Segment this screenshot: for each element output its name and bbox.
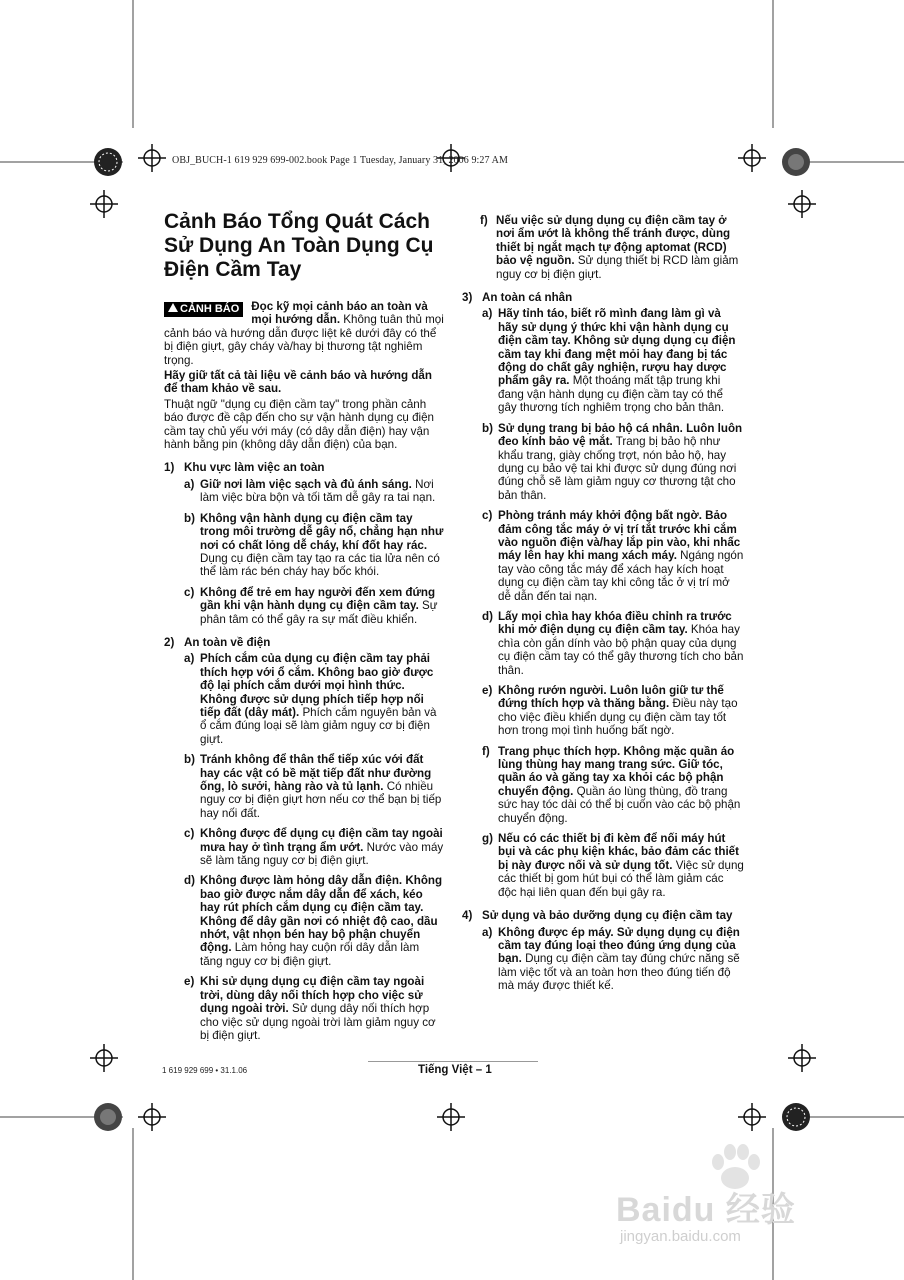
- list-item: f) Nếu việc sử dụng dụng cụ điện cầm tay ở nơi ẩm ướt là không thể tránh được, dùng thiết bị ngắt mạch tự động aptomat (RCD) bảo vệ nguồn. Sử dụng thiết bị RCD làm giảm nguy cơ bị điện giựt.: [480, 214, 739, 281]
- footer-rule: [368, 1061, 538, 1062]
- list-item: c) Phòng tránh máy khởi động bất ngờ. Bảo đảm công tắc máy ở vị trí tắt trước khi cắm vào nguồn điện và/hay lắp pin vào, khi nhấc máy lên hay khi mang xách máy. Ngáng ngón tay vào công tắc máy để xách hay kích hoạt dụng cụ điện cầm tay khi công tắc ở vị trí mở dễ dẫn đến tai nạn.: [482, 509, 744, 603]
- section-number: 4): [462, 909, 473, 923]
- crosshair-right-mid1: [788, 190, 816, 218]
- crosshair-left-mid1: [90, 190, 118, 218]
- list-item: c) Không để trẻ em hay người đến xem đứng gần khi vận hành dụng cụ điện cầm tay. Sự phân tâm có thể gây ra sự mất điều khiển.: [184, 585, 438, 626]
- watermark-brand: Baidu 经验: [616, 1191, 796, 1229]
- list-item: a) Phích cắm của dụng cụ điện cầm tay phải thích hợp với ổ cắm. Không bao giờ được độ lại phích cắm dưới mọi hình thức. Không được sử dụng phích tiếp hợp nối tiếp đất (dây mát). Phích cắm nguyên bản và ổ cắm đúng loại sẽ làm giảm nguy cơ bị điện giựt.: [184, 652, 437, 746]
- star-target-bottom-left: [94, 1103, 122, 1131]
- page-title: Cảnh Báo Tổng Quát Cách Sử Dụng An Toàn Dụng Cụ Điện Cầm Tay: [164, 210, 434, 281]
- print-header: OBJ_BUCH-1 619 929 699-002.book Page 1 Tuesday, January 31, 2006 9:27 AM: [172, 155, 508, 166]
- list-item: b) Sử dụng trang bị bảo hộ cá nhân. Luôn luôn đeo kính bảo vệ mắt. Trang bị bảo hộ như khẩu trang, giày chống trợt, nón bảo hộ, hay dụng cụ bảo vệ tai khi được sử dụng đúng nơi đúng chỗ sẽ làm giảm nguy cơ thương tật cho bản thân.: [482, 421, 743, 502]
- right-column: [462, 214, 744, 1000]
- warning-text: Không tuân thủ mọi cảnh báo và hướng dẫn được liệt kê dưới đây có thể bị điện giựt, gây cháy và/hay bị thương tật nghiêm trọng.: [164, 313, 444, 367]
- footer-code: 1 619 929 699 • 31.1.06: [162, 1066, 248, 1075]
- list-item: g) Nếu có các thiết bị đi kèm để nối máy hút bụi và các phụ kiện khác, bảo đảm các thiết bị này được nối và sử dụng tốt. Việc sử dụng các thiết bị gom hút bụi có thể làm giảm các độc hại liên quan đến bụi gây ra.: [482, 832, 744, 899]
- section-title: An toàn cá nhân: [482, 291, 573, 305]
- star-target-top-right: [782, 148, 810, 176]
- warning-lead: Đọc kỹ mọi cảnh báo an toàn và mọi hướng dẫn.: [251, 300, 428, 327]
- page-number: Tiếng Việt – 1: [418, 1064, 492, 1076]
- crosshair-left-mid2: [90, 1044, 118, 1072]
- list-item: a) Giữ nơi làm việc sạch và đủ ánh sáng. Nơi làm việc bừa bộn và tối tăm dễ gây ra tai nạn.: [184, 477, 436, 505]
- section-title: Sử dụng và bảo dưỡng dụng cụ điện cầm tay: [482, 909, 733, 923]
- baidu-watermark: [616, 1148, 856, 1258]
- section-3: [462, 291, 744, 899]
- section-1: [164, 461, 444, 625]
- section-4: [462, 909, 744, 992]
- crosshair-bottom-center: [437, 1103, 465, 1131]
- list-item: e) Khi sử dụng dụng cụ điện cầm tay ngoài trời, dùng dây nối thích hợp cho việc sử dụng ngoài trời. Sử dụng dây nối thích hợp cho việc sử dụng ngoài trời làm giảm nguy cơ bị điện giựt.: [184, 975, 436, 1042]
- section-title: Khu vực làm việc an toàn: [184, 461, 325, 475]
- list-item: c) Không được để dụng cụ điện cầm tay ngoài mưa hay ở tình trạng ẩm ướt. Nước vào máy sẽ làm tăng nguy cơ bị điện giựt.: [184, 827, 444, 868]
- crosshair-top-right: [738, 144, 766, 172]
- warning-block: [164, 300, 444, 367]
- keep-documents-note: Hãy giữ tất cả tài liệu về cảnh báo và hướng dẫn để tham khảo về sau.: [164, 369, 432, 396]
- list-item: a) Không được ép máy. Sử dụng dụng cụ điện cầm tay đúng loại theo đúng ứng dụng của bạn. Dụng cụ điện cầm tay đúng chức năng sẽ làm việc tốt và an toàn hơn theo đúng tiến độ mà máy được thiết kế.: [482, 925, 740, 993]
- crosshair-top-left: [138, 144, 166, 172]
- warning-badge: CẢNH BÁO: [164, 302, 243, 317]
- list-item: d) Lấy mọi chìa hay khóa điều chỉnh ra trước khi mở điện dụng cụ điện cầm tay. Khóa hay chìa còn gắn dính vào bộ phận quay của dụng cụ điện cầm tay có thể gây thương tích cho bản thân.: [482, 609, 744, 677]
- warning-triangle-icon: [168, 303, 178, 312]
- star-target-bottom-right: [782, 1103, 810, 1131]
- left-column: [164, 210, 444, 1049]
- crosshair-right-mid2: [788, 1044, 816, 1072]
- crosshair-bottom-right: [738, 1103, 766, 1131]
- section-number: 1): [164, 461, 175, 475]
- list-item: f) Trang phục thích hợp. Không mặc quần áo lùng thùng hay mang trang sức. Giữ tóc, quần áo và găng tay xa khỏi các bộ phận chuyển động. Quần áo lùng thùng, đồ trang sức hay tóc dài có thể bị cuốn vào các bộ phận chuyển động.: [482, 744, 741, 825]
- watermark-url: jingyan.baidu.com: [620, 1228, 741, 1245]
- list-item: a) Hãy tỉnh táo, biết rõ mình đang làm gì và hãy sử dụng ý thức khi vận hành dụng cụ điện cầm tay. Không sử dụng dụng cụ điện cầm tay khi đang mệt mỏi hay đang bị tác động do chất gây nghiện, rượu hay dược phẩm gây ra. Một thoáng mất tập trung khi đang vận hành dụng cụ điện cầm tay có thể gây thương tích nghiêm trọng cho bản thân.: [482, 307, 736, 415]
- crosshair-bottom-left: [138, 1103, 166, 1131]
- list-item: b) Không vận hành dụng cụ điện cầm tay trong môi trường dễ gây nổ, chẳng hạn như nơi có chất lỏng dễ cháy, khí đốt hay rác. Dụng cụ điện cầm tay tạo ra các tia lửa nên có thể làm rác bén cháy hay bốc khói.: [184, 511, 444, 579]
- section-title: An toàn về điện: [184, 635, 271, 649]
- section-2: [164, 636, 444, 1042]
- term-definition: Thuật ngữ "dụng cụ điện cầm tay" trong phần cảnh báo được đề cập đến cho sự vận hành dụng cụ điện cầm tay chủ yếu với máy (có dây dẫn điện) hay vận hành bằng pin (không dây dẫn điện) của bạn.: [164, 397, 435, 452]
- star-target-top-left: [94, 148, 122, 176]
- list-item: e) Không rướn người. Luôn luôn giữ tư thế đứng thích hợp và thăng bằng. Điều này tạo cho việc điều khiển dụng cụ điện cầm tay tốt hơn trong mọi tình huống bất ngờ.: [482, 684, 738, 738]
- list-item: b) Tránh không để thân thể tiếp xúc với đất hay các vật có bề mặt tiếp đất như đường ống, lò sưởi, hàng rào và tủ lạnh. Có nhiều nguy cơ bị điện giựt hơn nếu cơ thể bạn bị tiếp hay nối đất.: [184, 753, 442, 820]
- section-number: 3): [462, 291, 473, 305]
- list-item: d) Không được làm hỏng dây dẫn điện. Không bao giờ được nắm dây dẫn để xách, kéo hay rút phích cắm dụng cụ điện cầm tay. Không để dây gần nơi có nhiệt độ cao, dầu nhớt, vật nhọn bén hay bộ phận chuyển động. Làm hỏng hay cuộn rối dây dẫn làm tăng nguy cơ bị điện giựt.: [184, 874, 443, 968]
- section-number: 2): [164, 635, 175, 649]
